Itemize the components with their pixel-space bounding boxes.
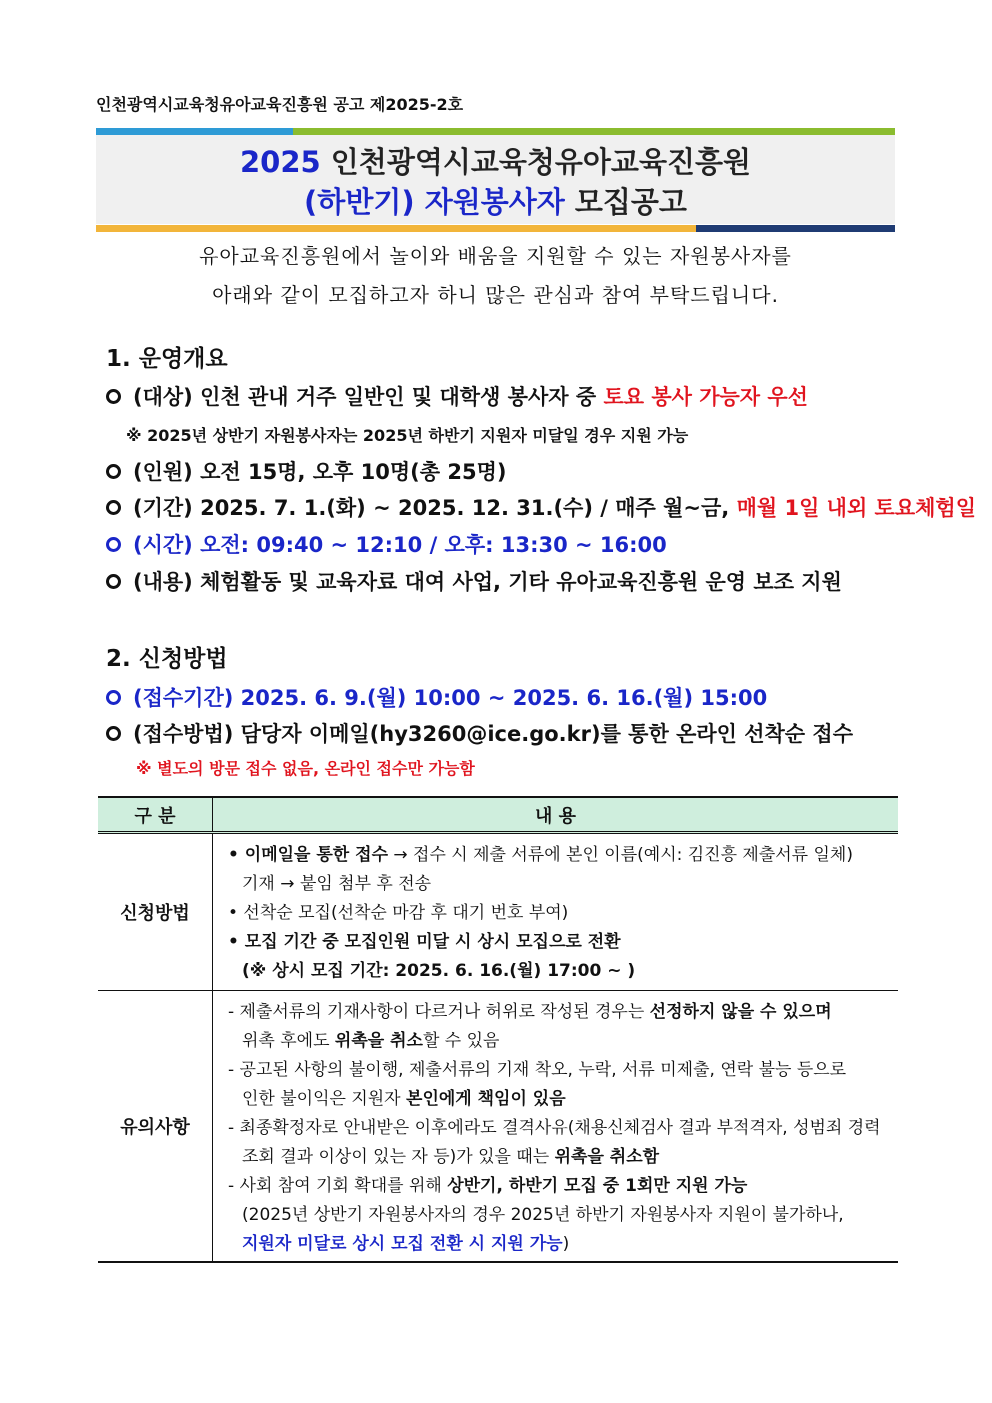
circle-bullet-icon xyxy=(106,389,121,404)
period-line: (기간) 2025. 7. 1.(화) ~ 2025. 12. 31.(수) / 매주 월~금, 매월 1일 내외 토요체험일 xyxy=(106,492,976,522)
target-note: ※ 2025년 상반기 자원봉사자는 2025년 하반기 지원자 미달일 경우 지원 가능 xyxy=(126,426,689,445)
receipt-note: ※ 별도의 방문 접수 없음, 온라인 접수만 가능함 xyxy=(136,759,475,778)
section-1-heading: 1. 운영개요 xyxy=(106,346,228,372)
title-bottom-bar xyxy=(96,225,895,232)
period-highlight: 매월 1일 내외 토요체험일 xyxy=(736,496,976,520)
notice-number: 인천광역시교육청유아교육진흥원 공고 제2025-2호 xyxy=(96,95,464,114)
target-highlight: 토요 봉사 가능자 우선 xyxy=(603,385,808,409)
target-line: (대상) 인천 관내 거주 일반인 및 대학생 봉사자 중 토요 봉사 가능자 우선 xyxy=(106,381,808,411)
receipt-method-line: (접수방법) 담당자 이메일(hy3260@ice.go.kr)를 통한 온라인 선착순 접수 xyxy=(106,718,853,748)
title-year: 2025 xyxy=(239,145,321,179)
title-recruit: 모집공고 xyxy=(574,185,687,219)
section-2-heading: 2. 신청방법 xyxy=(106,646,228,672)
application-table xyxy=(98,796,898,1263)
personnel-line: (인원) 오전 15명, 오후 10명(총 25명) xyxy=(106,456,506,486)
content-line: (내용) 체험활동 및 교육자료 대여 사업, 기타 유아교육진흥원 운영 보조 지원 xyxy=(106,566,842,596)
title-banner xyxy=(96,128,895,232)
table-header-category: 구 분 xyxy=(98,797,213,833)
circle-bullet-icon xyxy=(106,726,121,741)
title-org: 인천광역시교육청유아교육진흥원 xyxy=(330,145,752,179)
intro-line-1: 유아교육진흥원에서 놀이와 배움을 지원할 수 있는 자원봉사자를 xyxy=(199,244,792,268)
intro-line-2: 아래와 같이 모집하고자 하니 많은 관심과 참여 부탁드립니다. xyxy=(212,283,779,307)
row-label-method: 신청방법 xyxy=(98,833,213,991)
circle-bullet-icon xyxy=(106,574,121,589)
table-header-content: 내 용 xyxy=(213,797,899,833)
circle-bullet-icon xyxy=(106,690,121,705)
row-label-notes: 유의사항 xyxy=(98,991,213,1263)
title-half: (하반기) 자원봉사자 xyxy=(304,185,565,219)
receipt-period-line: (접수기간) 2025. 6. 9.(월) 10:00 ~ 2025. 6. 16.(월) 15:00 xyxy=(106,682,767,712)
title-top-bar xyxy=(96,128,895,135)
title-line-1 xyxy=(96,140,895,181)
circle-bullet-icon xyxy=(106,537,121,552)
time-line: (시간) 오전: 09:40 ~ 12:10 / 오후: 13:30 ~ 16:00 xyxy=(106,529,667,559)
circle-bullet-icon xyxy=(106,464,121,479)
circle-bullet-icon xyxy=(106,500,121,515)
title-line-2 xyxy=(96,180,895,221)
table-row: 신청방법 • 이메일을 통한 접수 → 접수 시 제출 서류에 본인 이름(예시: 김진흥 제출서류 일체) 기재 → 붙임 첨부 후 전송 • 선착순 모집(선착순 마감 후 대기 번호 부여) • 모집 기간 중 모집인원 미달 시 상시 모집으로 전환 (※ 상시 모집 기간: 2025. 6. 16.(월) 17:00 ~ ) xyxy=(98,833,898,991)
table-row: 유의사항 - 제출서류의 기재사항이 다르거나 허위로 작성된 경우는 선정하지 않을 수 있으며 위촉 후에도 위촉을 취소할 수 있음 - 공고된 사항의 불이행, 제출서류의 기재 착오, 누락, 서류 미제출, 연락 불능 등으로 인한 불이익은 지원자 본인에게 책임이 있음 - 최종확정자로 안내받은 이후에라도 결격사유(채용신체검사 결과 부적격자, 성범죄 경력 조회 결과 이상이 있는 자 등)가 있을 때는 위촉을 취소함 - 사회 참여 기회 확대를 위해 상반기, 하반기 모집 중 1회만 지원 가능 (2025년 상반기 자원봉사자의 경우 2025년 하반기 자원봉사자 지원이 불가하나, 지원자 미달로 상시 모집 전환 시 지원 가능) xyxy=(98,991,898,1263)
